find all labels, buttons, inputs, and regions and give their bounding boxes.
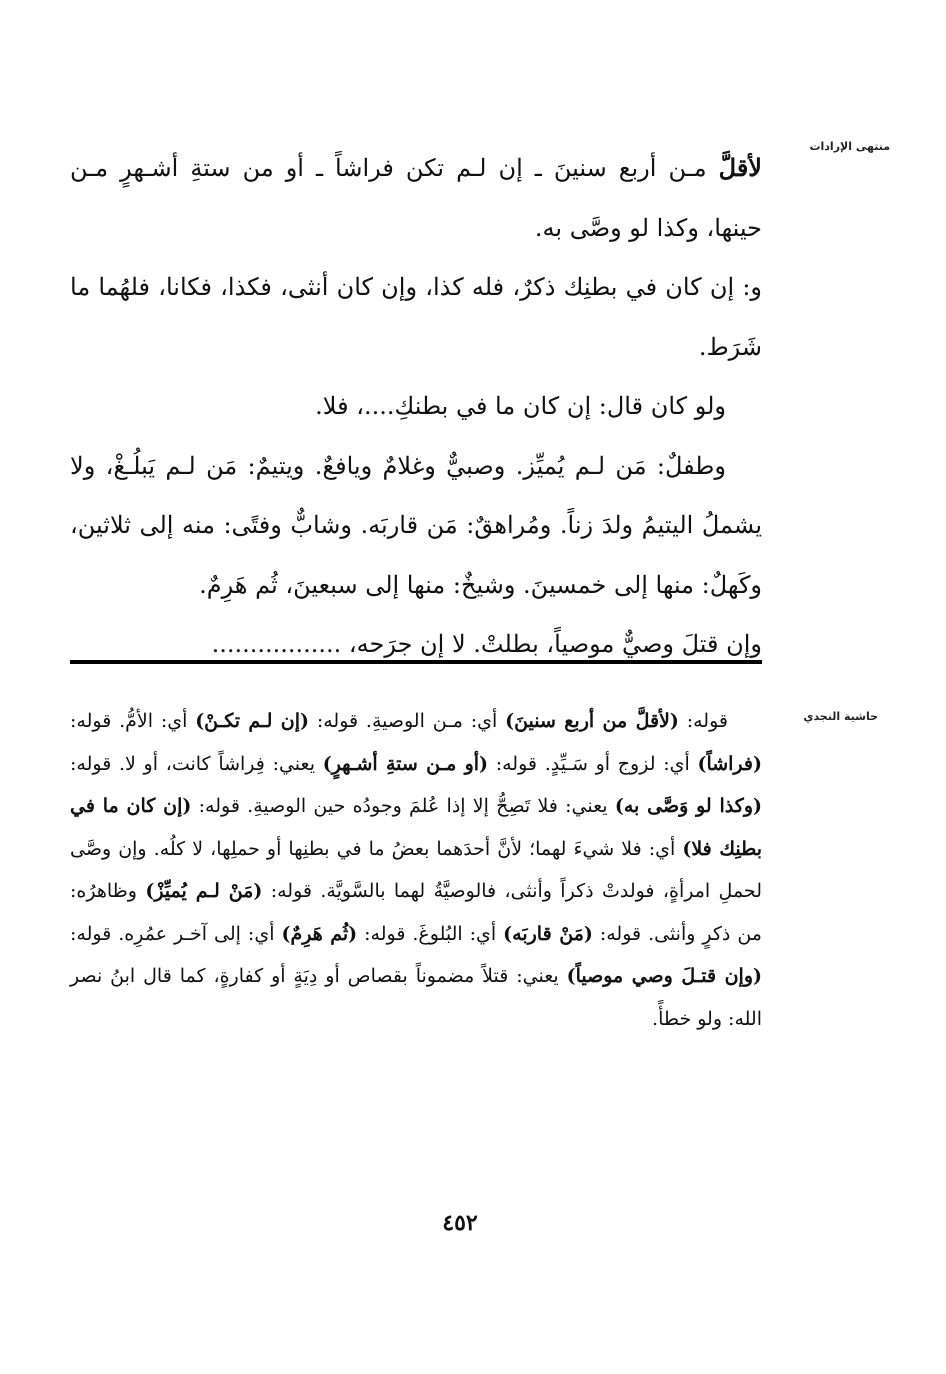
- main-text: [70, 138, 762, 675]
- footnote-paragraph: [70, 700, 762, 1040]
- fn-quote: (ثُم هَرِمٌ): [281, 922, 358, 945]
- fn-quote: (لأقلَّ من أربع سنينَ): [505, 710, 679, 732]
- main-paragraph-4: وطفلٌ: مَن لـم يُميِّز. وصبيٌّ وغلامٌ ويافعٌ. ويتيمٌ: مَن لـم يَبلُـغْ، ولا يشملُ اليتيمُ ولدَ زناً. ومُراهقٌ: مَن قاربَه. وشابٌّ وفتًى: منه إلى ثلاثين، وكَهلٌ: منها إلى خمسينَ. وشيخٌ: منها إلى سبعينَ، ثُم هَرِمٌ.: [70, 451, 762, 599]
- fn-quote: (إن كان ما في بطنِك فلا): [70, 795, 762, 860]
- fn-quote: (إن لـم تكـنْ): [195, 710, 309, 732]
- fn-text: وظاهرُه: من ذكرٍ وأنثى. قوله:: [70, 880, 762, 945]
- fn-quote: (وكذا لو وَصَّى به): [614, 795, 762, 817]
- fn-text: أي: الأمُّ. قوله:: [70, 710, 196, 732]
- footnote-divider: [70, 660, 762, 664]
- footnote-text: [70, 700, 762, 1040]
- fn-quote: (وإن قتـلَ وصي موصياً): [566, 965, 763, 987]
- fn-text: يعني: فِراشاً كانت، أو لا. قوله:: [70, 752, 323, 775]
- main-paragraph-1-lead: لأقلَّ: [718, 153, 762, 182]
- fn-text: قوله:: [678, 710, 728, 732]
- fn-quote: (أو مـن ستةِ أشـهرٍ): [322, 752, 489, 775]
- fn-text: أي: لزوج أو سَـيِّدٍ. قوله:: [488, 752, 698, 775]
- fn-text: أي: مـن الوصيةِ. قوله:: [309, 710, 506, 732]
- fn-quote: (مَنْ لـم يُميِّزْ): [145, 880, 263, 902]
- main-paragraph-1-body: مـن أربع سنينَ ـ إن لـم تكن فراشاً ـ أو من ستةِ أشـهرٍ مـن حينها، وكذا لو وصَّى به.: [70, 154, 762, 242]
- main-text-margin-label: منتهى الإرادات: [809, 140, 890, 153]
- fn-text: أي: إلى آخـر عمُرِه. قوله:: [70, 922, 282, 945]
- fn-text: يعني: فلا تَصِحُّ إلا إذا عُلمَ وجودُه حين الوصيةِ. قوله:: [191, 795, 615, 817]
- fn-quote: (مَنْ قاربَه): [503, 922, 593, 945]
- fn-text: أي: البُلوغَ. قوله:: [357, 922, 504, 945]
- fn-quote: (فراشاً): [697, 752, 762, 775]
- main-paragraph-2: و: إن كان في بطنِك ذكرٌ، فله كذا، وإن كان أنثى، فكذا، فكانا، فلهُما ما شَرَط.: [70, 273, 762, 361]
- main-paragraph-5: وإن قتلَ وصيٌّ موصياً، بطلتْ. لا إن جرَحه، .................: [211, 630, 762, 658]
- fn-text: أي: فلا شيءَ لهما؛ لأنَّ أحدَهما بعضُ ما في بطنِها أو حملِها، لا كلُه. وإن وصَّى لحملِ امرأةٍ، فولدتْ ذكراً وأنثى، فالوصيَّةُ لهما بالسَّويَّة. قوله:: [70, 837, 762, 902]
- footnote-margin-label: حاشية النجدي: [803, 710, 878, 723]
- page-number: ٤٥٢: [442, 1210, 478, 1236]
- main-paragraph-3: ولو كان قال: إن كان ما في بطنكِ....، فلا.: [315, 392, 726, 420]
- main-paragraph-1: [70, 138, 762, 258]
- fn-text: يعني: قتلاً مضموناً بقصاص أو دِيَةٍ أو كفارةٍ، كما قال ابنُ نصر الله: ولو خطأً.: [70, 965, 762, 1030]
